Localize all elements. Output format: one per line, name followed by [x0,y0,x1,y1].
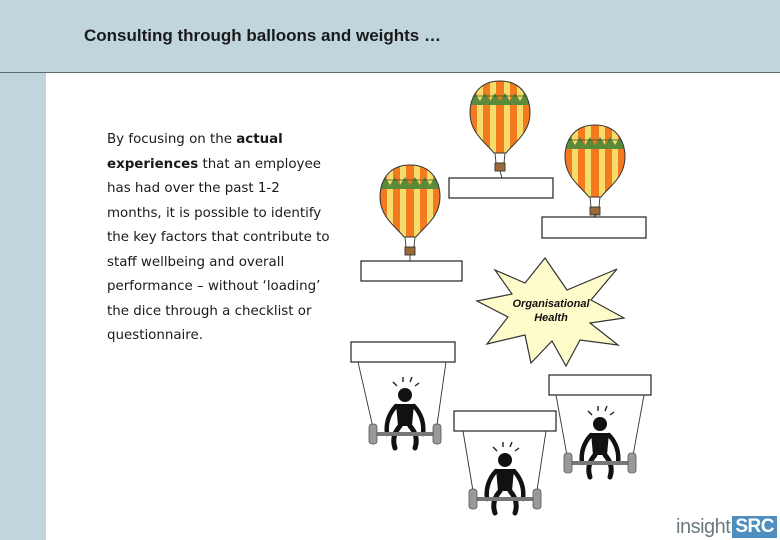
body-text-emphasis: actual experiences [107,132,283,172]
weightlifter-icon [564,406,636,477]
label-box [542,217,646,238]
company-logo [676,516,777,538]
body-text-intro: By focusing on the [107,132,237,147]
weightlifter-icon [369,377,441,448]
label-box [351,342,455,362]
starburst-label-line2: Health [534,312,568,324]
starburst-label-line1: Organisational [512,298,590,310]
hot-air-balloon-icon [380,163,440,255]
weightlifter-icon [469,442,541,513]
hot-air-balloon-icon [565,123,625,215]
logo-word: insight [676,516,731,538]
label-box [449,178,553,198]
hot-air-balloon-icon [470,79,530,171]
starburst-icon [477,258,624,366]
label-box [361,261,462,281]
slide-title: Consulting through balloons and weights … [84,26,441,45]
label-box [454,411,556,431]
logo-box: SRC [732,516,777,538]
label-box [549,375,651,395]
body-text-rest: that an employee has had over the past 1-2 months, it is possible to identify the key factors that contribute to staff wellbeing and overall performance – without ‘loading’ the dice through a checklist or questionnaire. [107,156,330,343]
